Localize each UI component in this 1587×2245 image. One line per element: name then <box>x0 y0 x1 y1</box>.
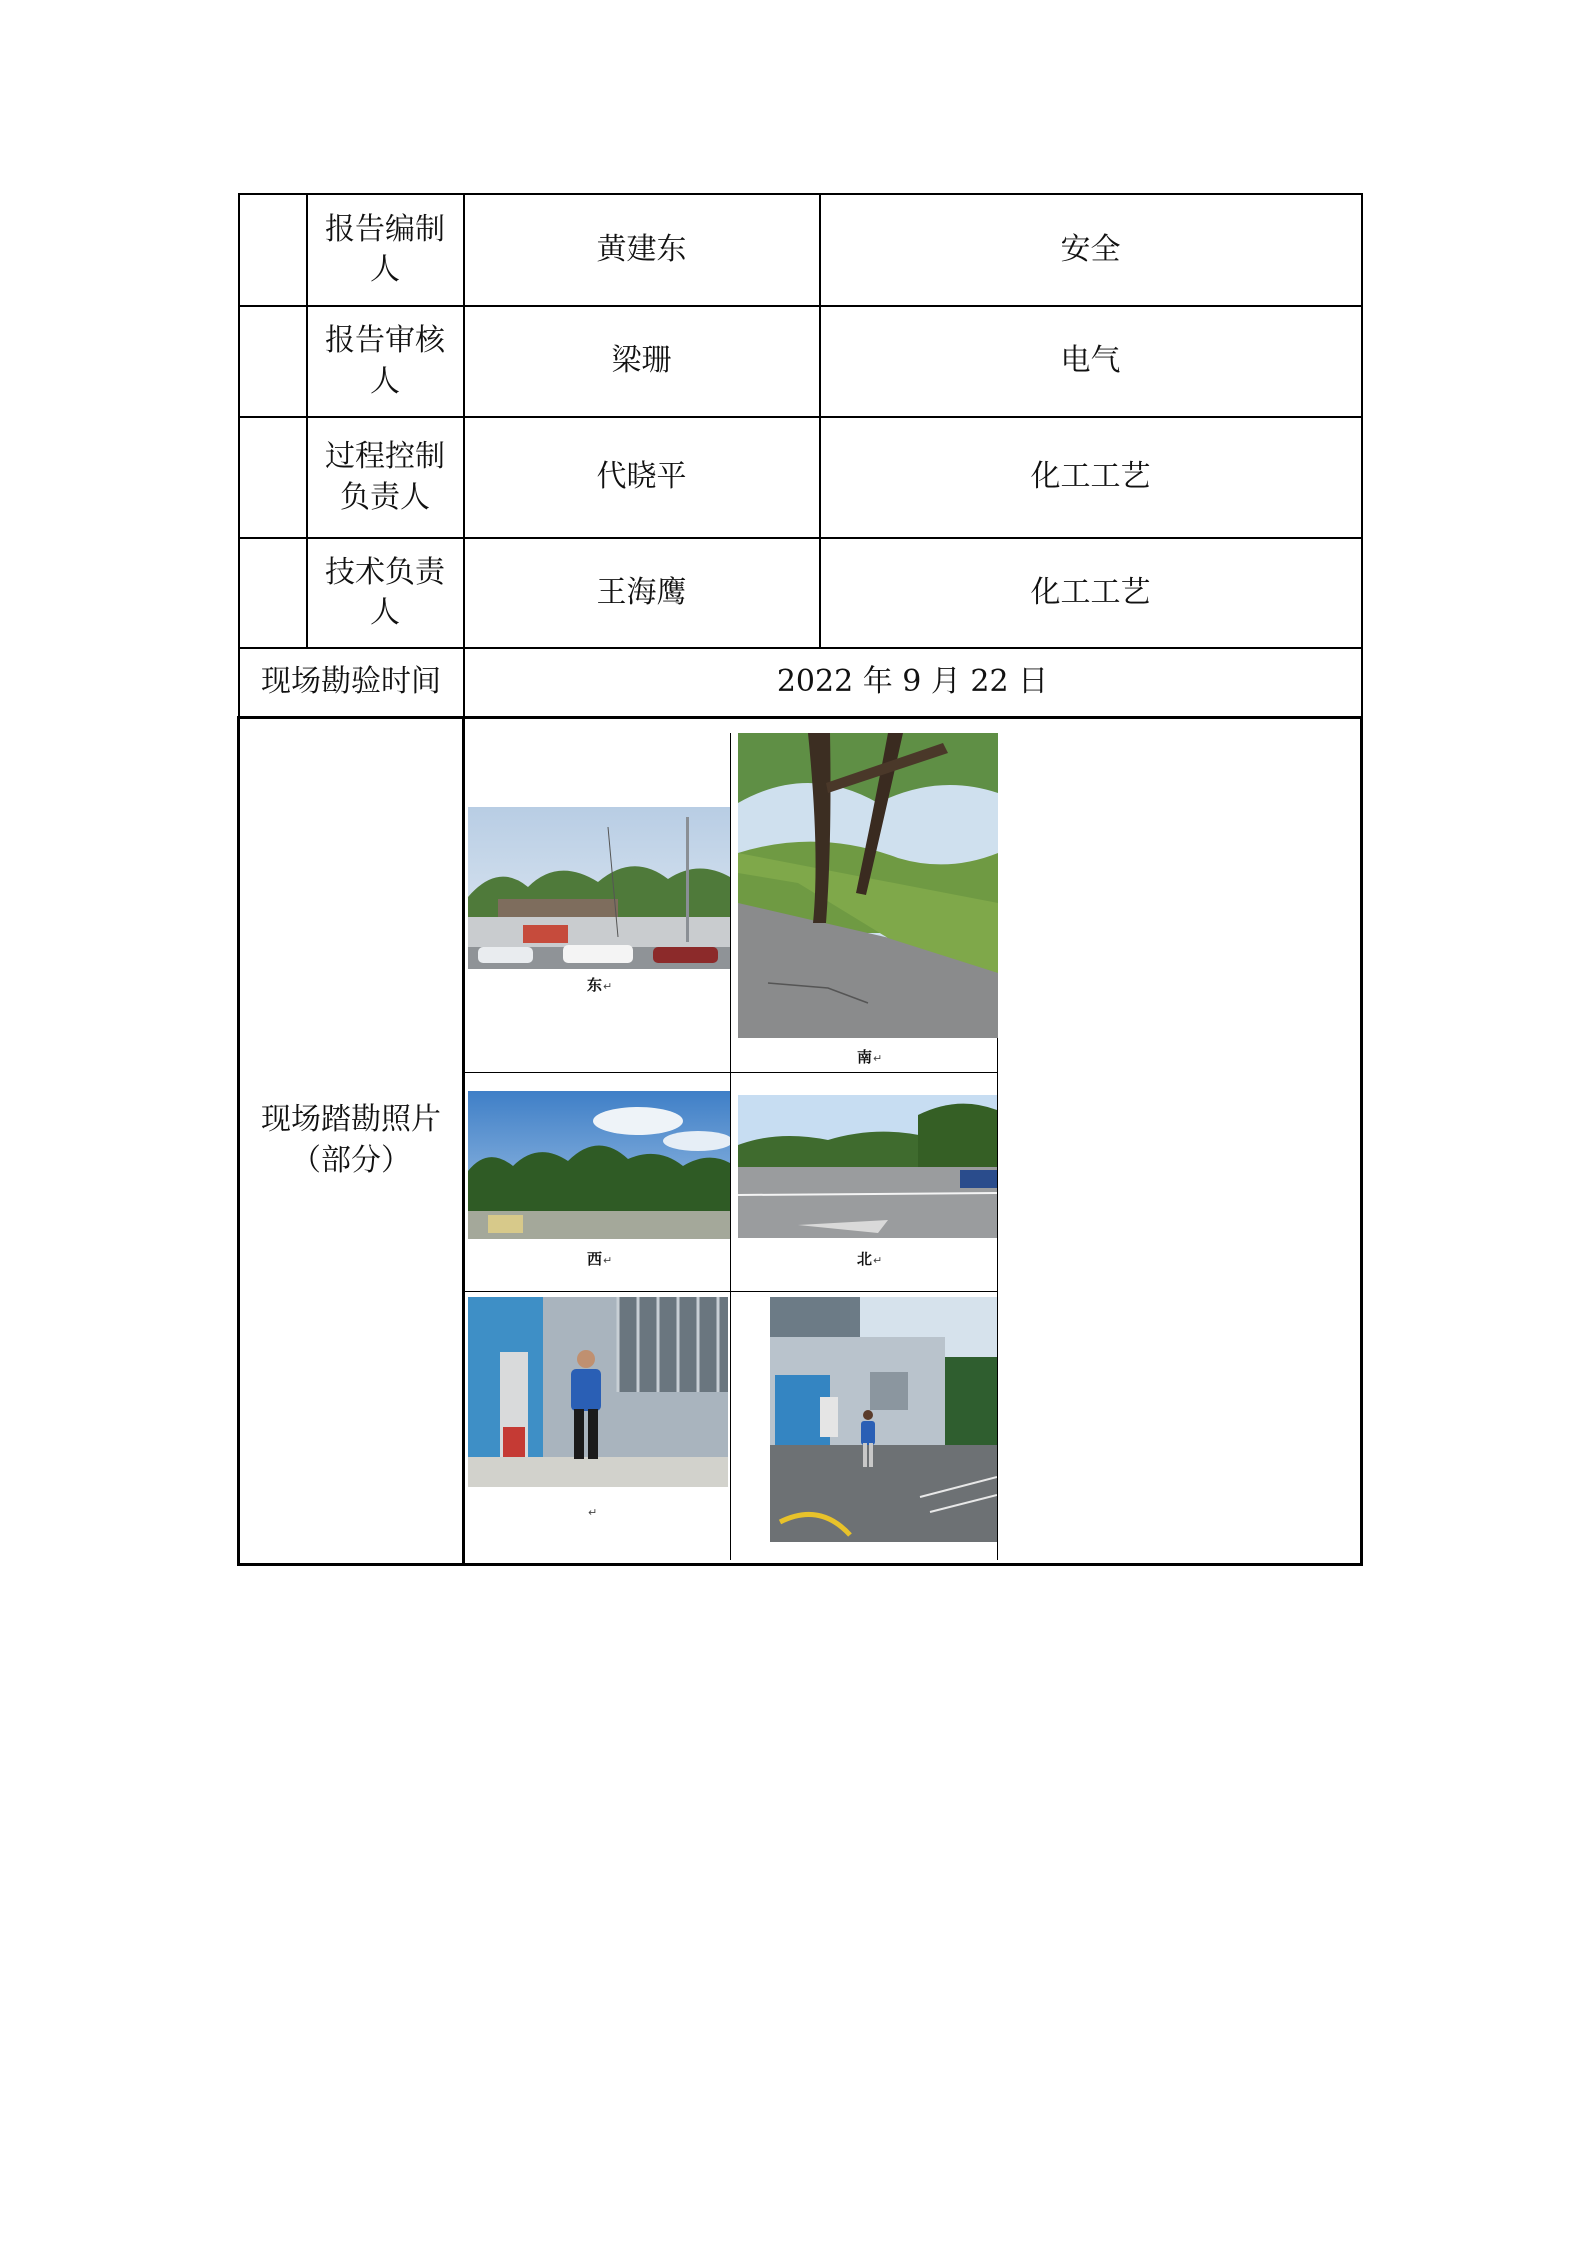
photos-cell <box>464 717 1362 1564</box>
west-caption: 西↵ <box>587 1249 613 1268</box>
photos-row <box>239 717 1362 1564</box>
blank-cell <box>239 306 307 417</box>
north-photo <box>738 1095 997 1238</box>
person-name: 王海鹰 <box>464 538 820 648</box>
specialty: 电气 <box>820 306 1362 417</box>
survey-time-row <box>239 648 1362 717</box>
grid-divider <box>465 1072 998 1073</box>
role-label: 技术负责 人 <box>307 538 464 648</box>
blank-cell <box>239 194 307 306</box>
photo-grid <box>465 719 1362 1562</box>
specialty: 安全 <box>820 194 1362 306</box>
photos-label: 现场踏勘照片 （部分） <box>239 717 464 1564</box>
specialty: 化工工艺 <box>820 417 1362 538</box>
site-visit-photo <box>770 1297 997 1542</box>
table-row <box>239 417 1362 538</box>
role-label: 过程控制 负责人 <box>307 417 464 538</box>
specialty: 化工工艺 <box>820 538 1362 648</box>
grid-divider <box>730 733 731 1560</box>
site-visit-photo <box>468 1297 728 1487</box>
blank-cell <box>239 417 307 538</box>
blank-caption: ↵ <box>588 1505 598 1519</box>
person-name: 黄建东 <box>464 194 820 306</box>
survey-time-value: 2022 年 9 月 22 日 <box>464 648 1362 717</box>
table-row <box>239 538 1362 648</box>
east-caption: 东↵ <box>587 975 613 994</box>
site-survey-table <box>237 193 1363 1566</box>
west-photo <box>468 1091 730 1239</box>
north-caption: 北↵ <box>857 1249 883 1268</box>
table-row <box>239 306 1362 417</box>
blank-cell <box>239 538 307 648</box>
grid-divider <box>465 1291 998 1292</box>
survey-time-label: 现场勘验时间 <box>239 648 464 717</box>
person-name: 梁珊 <box>464 306 820 417</box>
south-caption: 南↵ <box>857 1047 883 1066</box>
role-label: 报告审核 人 <box>307 306 464 417</box>
role-label: 报告编制 人 <box>307 194 464 306</box>
east-photo <box>468 807 730 969</box>
person-name: 代晓平 <box>464 417 820 538</box>
south-photo <box>738 733 998 1038</box>
table-row <box>239 194 1362 306</box>
